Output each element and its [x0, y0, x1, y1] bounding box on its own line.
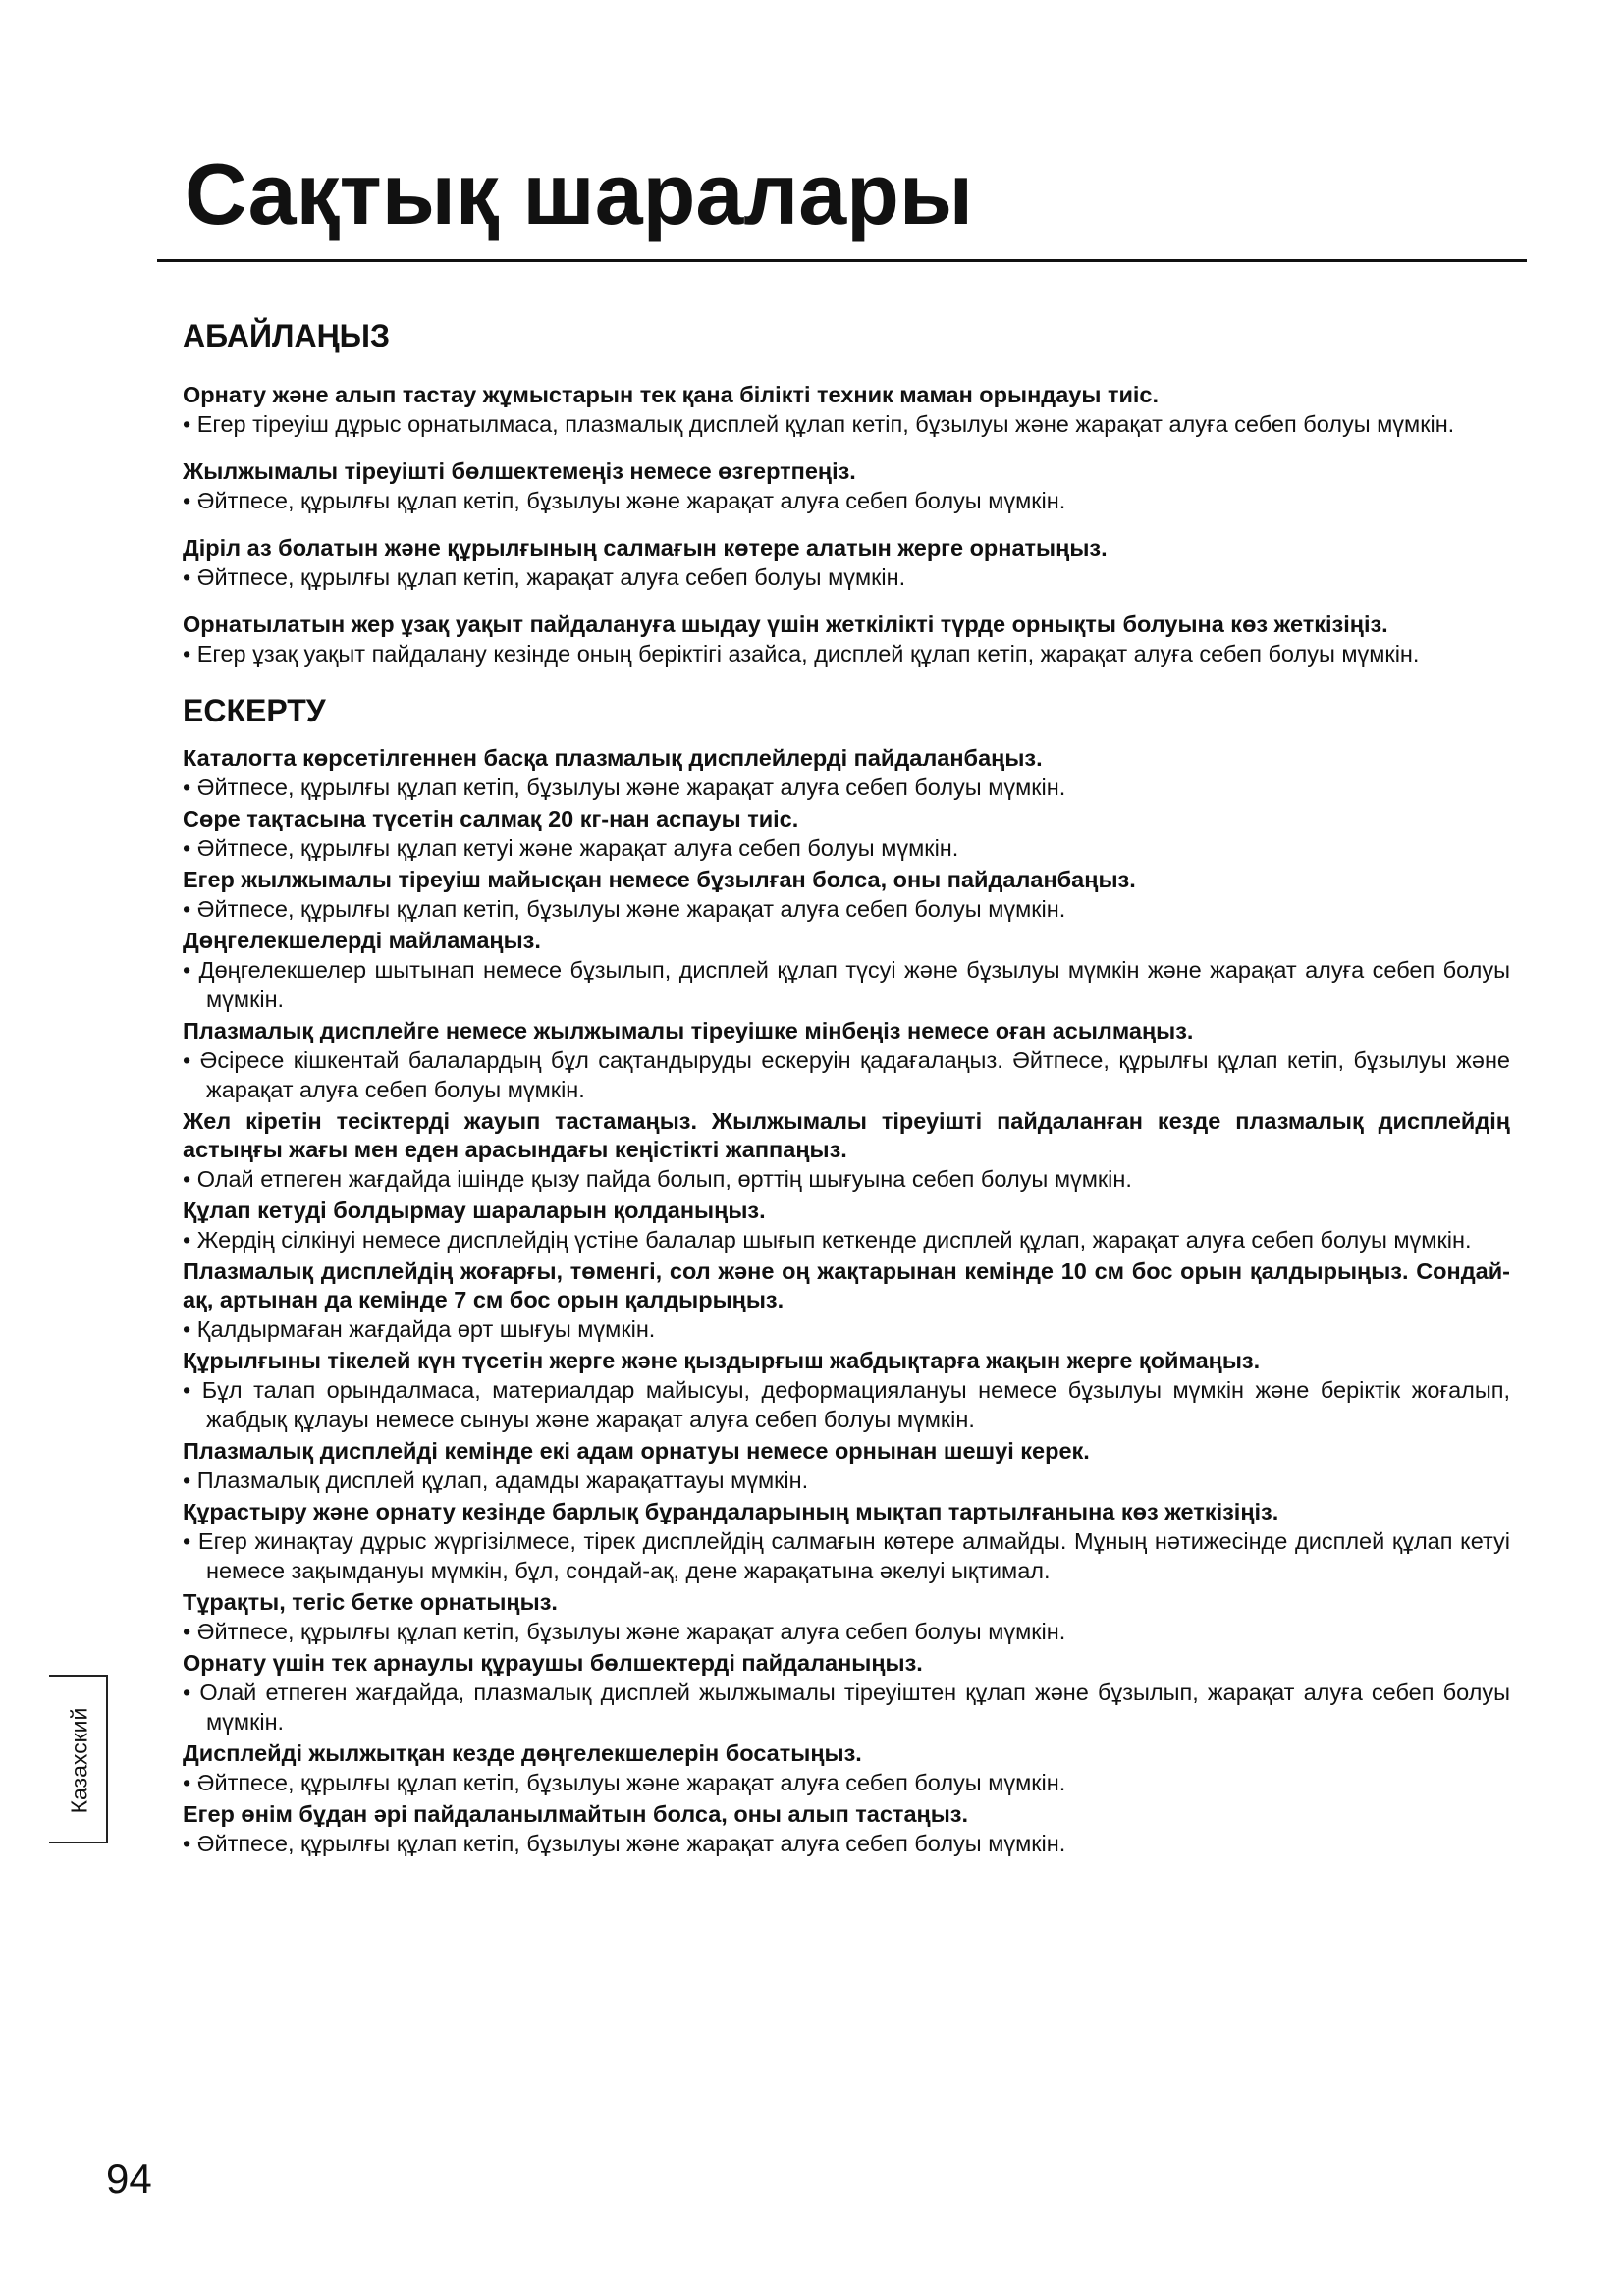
page-number: 94: [106, 2156, 152, 2202]
warning-item-title: Жылжымалы тіреуішті бөлшектемеңіз немесе өзгертпеңіз.: [183, 458, 856, 484]
caution-item: [183, 744, 1510, 802]
warning-item-body: • Әйтпесе, құрылғы құлап кетіп, жарақат алуға себеп болуы мүмкін.: [183, 564, 906, 590]
warning-item-title: Діріл аз болатын және құрылғының салмағын көтере алатын жерге орнатыңыз.: [183, 535, 1108, 561]
caution-item-title: Плазмалық дисплейдің жоғарғы, төменгі, сол және оң жақтарынан кемінде 10 см бос орын қалдырыңыз. Сондай-ақ, артынан да кемінде 7 см бос орын қалдырыңыз.: [183, 1258, 1510, 1312]
caution-item-title: Каталогта көрсетілгеннен басқа плазмалық дисплейлерді пайдаланбаңыз.: [183, 745, 1043, 771]
caution-item: [183, 1197, 1510, 1255]
caution-item-body: • Қалдырмаған жағдайда өрт шығуы мүмкін.: [183, 1316, 656, 1342]
warning-item: [183, 534, 1510, 593]
caution-list: [183, 744, 1510, 1858]
caution-item-title: Құрылғыны тікелей күн түсетін жерге және қыздырғыш жабдықтарға жақын жерге қоймаңыз.: [183, 1348, 1261, 1373]
caution-item: [183, 1017, 1510, 1104]
caution-item-title: Егер өнім бұдан әрі пайдаланылмайтын болса, оны алып тастаңыз.: [183, 1801, 968, 1827]
caution-item: [183, 1498, 1510, 1585]
caution-item-body: • Әйтпесе, құрылғы құлап кетіп, бұзылуы және жарақат алуға себеп болуы мүмкін.: [183, 774, 1066, 800]
caution-item-body: • Әйтпесе, құрылғы құлап кетіп, бұзылуы және жарақат алуға себеп болуы мүмкін.: [183, 1770, 1066, 1795]
caution-item-title: Сөре тақтасына түсетін салмақ 20 кг-нан аспауы тиіс.: [183, 806, 799, 831]
caution-item-body: • Егер жинақтау дұрыс жүргізілмесе, тірек дисплейдің салмағын көтере алмайды. Мұның нәтижесінде дисплей құлап кетуі немесе зақымдануы мүмкін, бұл, сондай-ақ, дене жарақатына әкелуі ықтимал.: [183, 1528, 1510, 1583]
caution-item: [183, 927, 1510, 1014]
caution-item-title: Тұрақты, тегіс бетке орнатыңыз.: [183, 1589, 558, 1615]
caution-item: [183, 866, 1510, 924]
caution-item-title: Плазмалық дисплейді кемінде екі адам орнатуы немесе орнынан шешуі керек.: [183, 1438, 1090, 1464]
caution-item-title: Дисплейді жылжытқан кезде дөңгелекшелерін босатыңыз.: [183, 1740, 862, 1766]
warning-section: [183, 316, 1510, 669]
warning-item-body: • Егер ұзақ уақыт пайдалану кезінде оның беріктігі азайса, дисплей құлап кетіп, жарақат алуға себеп болуы мүмкін.: [183, 641, 1420, 667]
caution-item: [183, 1257, 1510, 1344]
caution-item-body: • Әйтпесе, құрылғы құлап кетіп, бұзылуы және жарақат алуға себеп болуы мүмкін.: [183, 896, 1066, 922]
caution-item: [183, 1739, 1510, 1797]
warning-item-body: • Әйтпесе, құрылғы құлап кетіп, бұзылуы және жарақат алуға себеп болуы мүмкін.: [183, 488, 1066, 513]
caution-item-body: • Жердің сілкінуі немесе дисплейдің үстіне балалар шығып кеткенде дисплей құлап, жарақат алуға себеп болуы мүмкін.: [183, 1227, 1472, 1253]
title-divider: [157, 259, 1527, 262]
caution-item: [183, 1347, 1510, 1434]
warning-item: [183, 457, 1510, 516]
caution-item-body: • Әйтпесе, құрылғы құлап кетуі және жарақат алуға себеп болуы мүмкін.: [183, 835, 959, 861]
caution-item-body: • Плазмалық дисплей құлап, адамды жарақаттауы мүмкін.: [183, 1468, 809, 1493]
caution-item-body: • Әйтпесе, құрылғы құлап кетіп, бұзылуы және жарақат алуға себеп болуы мүмкін.: [183, 1831, 1066, 1856]
caution-item-title: Құрастыру және орнату кезінде барлық бұрандаларының мықтап тартылғанына көз жеткізіңіз.: [183, 1499, 1279, 1524]
caution-item: [183, 805, 1510, 863]
caution-item-body: • Әсіресе кішкентай балалардың бұл сақтандыруды ескеруін қадағалаңыз. Әйтпесе, құрылғы құлап кетіп, бұзылуы және жарақат алуға себеп болуы мүмкін.: [183, 1047, 1510, 1102]
caution-item-title: Құлап кетуді болдырмау шараларын қолданыңыз.: [183, 1198, 766, 1223]
warning-heading: АБАЙЛАҢЫЗ: [183, 318, 391, 353]
warning-item-title: Орнату және алып тастау жұмыстарын тек қана білікті техник маман орындауы тиіс.: [183, 382, 1160, 407]
caution-heading: ЕСКЕРТУ: [183, 693, 326, 728]
warning-list: [183, 381, 1510, 669]
caution-item-body: • Олай етпеген жағдайда ішінде қызу пайда болып, өрттің шығуына себеп болуы мүмкін.: [183, 1166, 1132, 1192]
caution-item-body: • Бұл талап орындалмаса, материалдар майысуы, деформациялануы немесе бұзылуы мүмкін және беріктік жоғалып, жабдық құлауы немесе сынуы және жарақат алуға себеп болуы мүмкін.: [183, 1377, 1510, 1432]
caution-item: [183, 1649, 1510, 1736]
warning-item: [183, 381, 1510, 440]
caution-item: [183, 1588, 1510, 1646]
warning-item: [183, 611, 1510, 669]
caution-item-title: Егер жылжымалы тіреуіш майысқан немесе бұзылған болса, оны пайдаланбаңыз.: [183, 867, 1136, 892]
warning-item-title: Орнатылатын жер ұзақ уақыт пайдалануға шыдау үшін жеткілікті түрде орнықты болуына көз жеткізіңіз.: [183, 612, 1388, 637]
caution-section: [183, 691, 1510, 1858]
caution-item-body: • Дөңгелекшелер шытынап немесе бұзылып, дисплей құлап түсуі және бұзылуы мүмкін және жарақат алуға себеп болуы мүмкін.: [183, 957, 1510, 1012]
language-tab-label: Казахский: [66, 1707, 92, 1813]
caution-item-title: Жел кіретін тесіктерді жауып тастамаңыз. Жылжымалы тіреуішті пайдаланған кезде плазмалық дисплейдің астыңғы жағы мен еден арасындағы кеңістікті жаппаңыз.: [183, 1108, 1510, 1162]
caution-item-body: • Олай етпеген жағдайда, плазмалық дисплей жылжымалы тіреуіштен құлап және бұзылып, жарақат алуға себеп болуы мүмкін.: [183, 1680, 1510, 1735]
language-tab: [49, 1675, 108, 1843]
document-body: [183, 316, 1510, 1861]
caution-item: [183, 1800, 1510, 1858]
caution-item-body: • Әйтпесе, құрылғы құлап кетіп, бұзылуы және жарақат алуға себеп болуы мүмкін.: [183, 1619, 1066, 1644]
caution-item-title: Плазмалық дисплейге немесе жылжымалы тіреуішке мінбеңіз немесе оған асылмаңыз.: [183, 1018, 1194, 1043]
caution-item: [183, 1107, 1510, 1194]
caution-item: [183, 1437, 1510, 1495]
page-title: Сақтық шаралары: [185, 145, 974, 242]
warning-item-body: • Егер тіреуіш дұрыс орнатылмаса, плазмалық дисплей құлап кетіп, бұзылуы және жарақат алуға себеп болуы мүмкін.: [183, 411, 1455, 437]
caution-item-title: Дөңгелекшелерді майламаңыз.: [183, 928, 541, 953]
caution-item-title: Орнату үшін тек арнаулы құраушы бөлшектерді пайдаланыңыз.: [183, 1650, 923, 1676]
